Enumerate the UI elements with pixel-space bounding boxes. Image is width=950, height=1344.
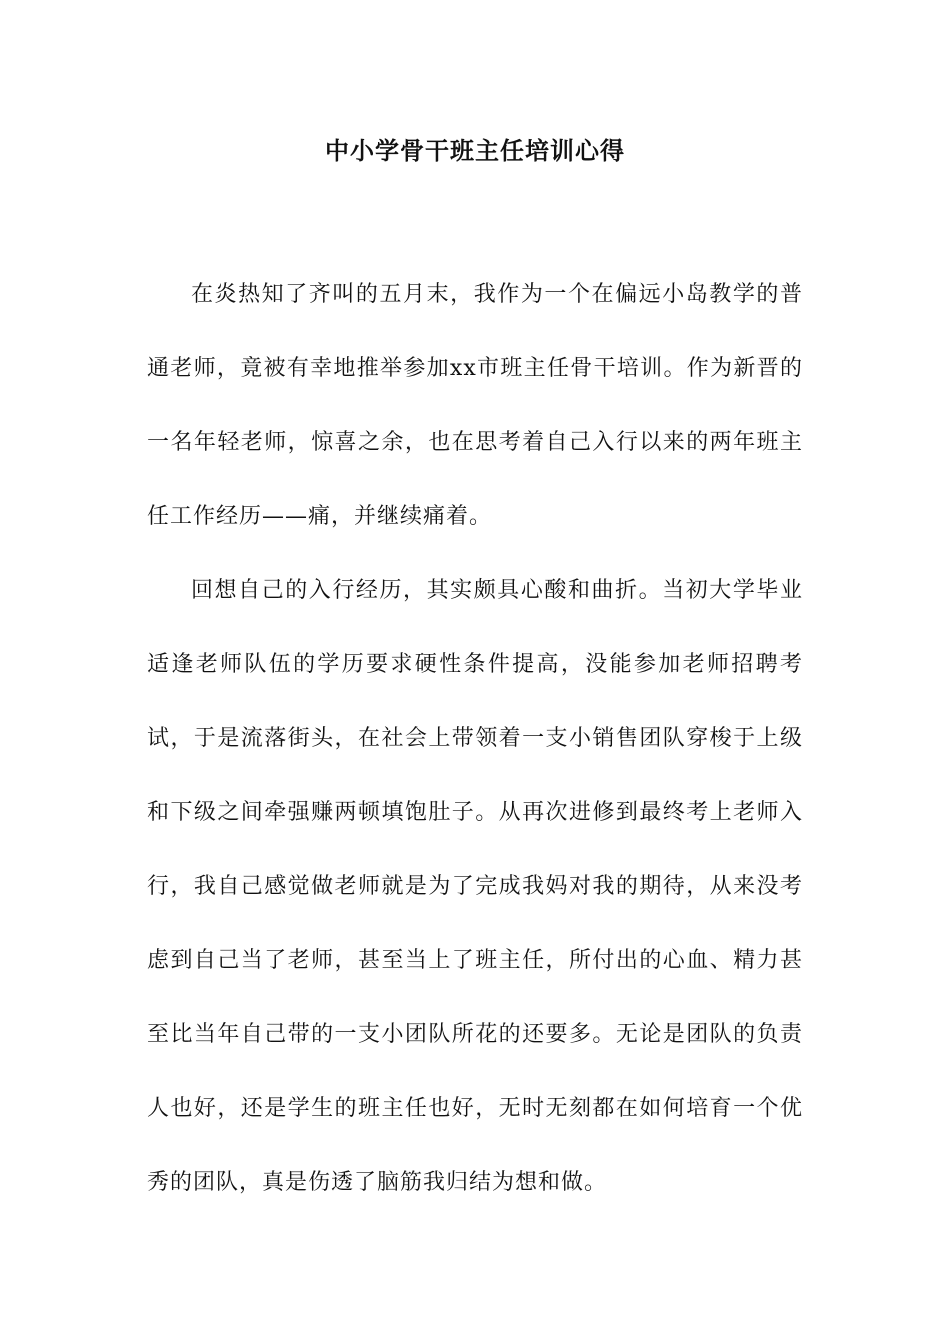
document-title: 中小学骨干班主任培训心得 xyxy=(325,136,625,165)
paragraph-2: 回想自己的入行经历，其实颇具心酸和曲折。当初大学毕业适逢老师队伍的学历要求硬性条件提高，没能参加老师招聘考试，于是流落街头，在社会上带领着一支小销售团队穿梭于上级和下级之间牵强赚两顿填饱肚子。从再次进修到最终考上老师入行，我自己感觉做老师就是为了完成我妈对我的期待，从来没考虑到自己当了老师，甚至当上了班主任，所付出的心血、精力甚至比当年自己带的一支小团队所花的还要多。无论是团队的负责人也好，还是学生的班主任也好，无时无刻都在如何培育一个优秀的团队，真是伤透了脑筋我归结为想和做。 xyxy=(147,578,803,1195)
paragraph-1: 在炎热知了齐叫的五月末，我作为一个在偏远小岛教学的普通老师，竟被有幸地推举参加xx市班主任骨干培训。作为新晋的一名年轻老师，惊喜之余，也在思考着自己入行以来的两年班主任工作经历——痛，并继续痛着。 xyxy=(147,282,803,529)
document-body xyxy=(147,258,803,1220)
